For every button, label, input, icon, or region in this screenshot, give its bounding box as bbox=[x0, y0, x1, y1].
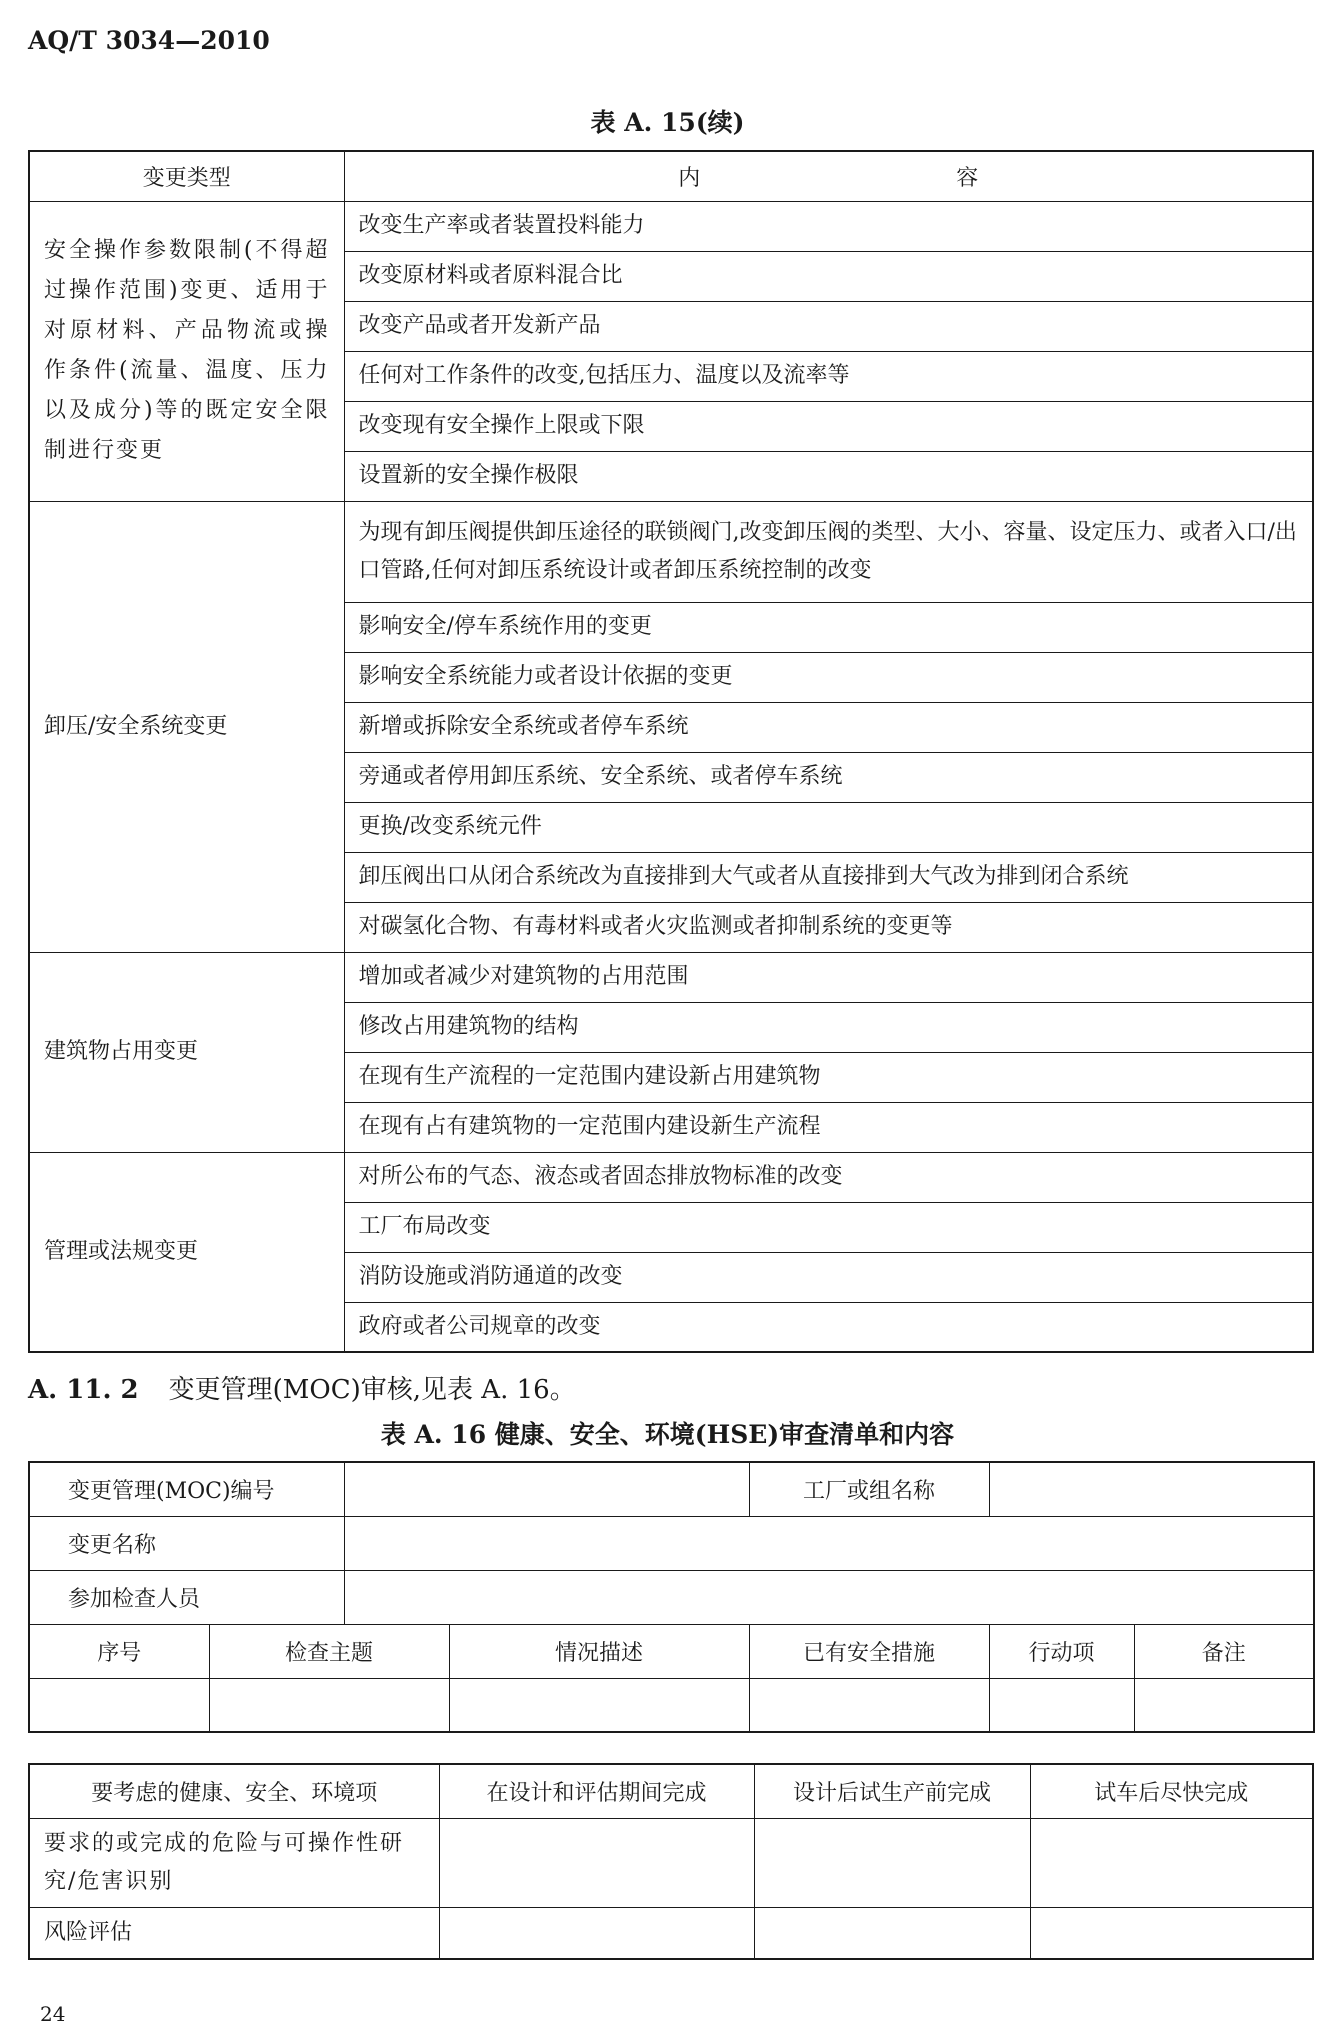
hse-item-risk-assessment: 风险评估 bbox=[29, 1907, 439, 1959]
content-cell: 在现有生产流程的一定范围内建设新占用建筑物 bbox=[344, 1052, 1313, 1102]
column-header-existing-measures: 已有安全措施 bbox=[749, 1624, 989, 1678]
moc-number-label: 变更管理(MOC)编号 bbox=[29, 1462, 344, 1516]
empty-cell bbox=[754, 1907, 1030, 1959]
content-cell: 旁通或者停用卸压系统、安全系统、或者停车系统 bbox=[344, 752, 1313, 802]
content-cell: 改变生产率或者装置投料能力 bbox=[344, 201, 1313, 251]
table-row bbox=[29, 1570, 1314, 1624]
empty-cell bbox=[1030, 1907, 1313, 1959]
content-cell: 更换/改变系统元件 bbox=[344, 802, 1313, 852]
clause-number: A. 11. 2 bbox=[28, 1375, 139, 1405]
content-cell: 为现有卸压阀提供卸压途径的联锁阀门,改变卸压阀的类型、大小、容量、设定压力、或者入口/出口管路,任何对卸压系统设计或者卸压系统控制的改变 bbox=[344, 501, 1313, 602]
empty-cell bbox=[989, 1678, 1134, 1732]
table-a16-checklist bbox=[28, 1461, 1315, 1733]
column-header-content bbox=[344, 151, 1313, 201]
table-a16-title: 表 A. 16 健康、安全、环境(HSE)审查清单和内容 bbox=[380, 1420, 955, 1449]
column-header-pre-production: 设计后试生产前完成 bbox=[754, 1764, 1030, 1818]
category-cell: 管理或法规变更 bbox=[29, 1152, 344, 1352]
content-cell: 对碳氢化合物、有毒材料或者火灾监测或者抑制系统的变更等 bbox=[344, 902, 1313, 952]
page-number: 24 bbox=[40, 2002, 66, 2026]
content-cell: 任何对工作条件的改变,包括压力、温度以及流率等 bbox=[344, 351, 1313, 401]
empty-cell bbox=[1134, 1678, 1314, 1732]
table-row bbox=[29, 501, 1313, 602]
change-name-value bbox=[344, 1516, 1314, 1570]
empty-cell bbox=[749, 1678, 989, 1732]
column-header-content-part: 容 bbox=[956, 165, 979, 191]
plant-name-value bbox=[989, 1462, 1314, 1516]
content-cell: 增加或者减少对建筑物的占用范围 bbox=[344, 952, 1313, 1002]
change-name-label: 变更名称 bbox=[29, 1516, 344, 1570]
content-cell: 对所公布的气态、液态或者固态排放物标准的改变 bbox=[344, 1152, 1313, 1202]
content-cell: 修改占用建筑物的结构 bbox=[344, 1002, 1313, 1052]
empty-cell bbox=[29, 1678, 209, 1732]
category-cell: 安全操作参数限制(不得超过操作范围)变更、适用于对原材料、产品物流或操作条件(流量、温度、压力以及成分)等的既定安全限制进行变更 bbox=[29, 201, 344, 501]
inspectors-value bbox=[344, 1570, 1314, 1624]
table-row bbox=[29, 201, 1313, 251]
table-row bbox=[29, 1678, 1314, 1732]
empty-cell bbox=[439, 1907, 754, 1959]
content-cell: 设置新的安全操作极限 bbox=[344, 451, 1313, 501]
inspectors-label: 参加检查人员 bbox=[29, 1570, 344, 1624]
column-header-design-phase: 在设计和评估期间完成 bbox=[439, 1764, 754, 1818]
content-cell: 卸压阀出口从闭合系统改为直接排到大气或者从直接排到大气改为排到闭合系统 bbox=[344, 852, 1313, 902]
table-row bbox=[29, 1624, 1314, 1678]
table-row bbox=[29, 1152, 1313, 1202]
table-a15-title: 表 A. 15(续) bbox=[590, 108, 745, 137]
hse-item-hazop: 要求的或完成的危险与可操作性研究/危害识别 bbox=[29, 1818, 439, 1907]
table-a16-hse-header-row bbox=[29, 1764, 1313, 1818]
content-cell: 工厂布局改变 bbox=[344, 1202, 1313, 1252]
table-a15 bbox=[28, 150, 1314, 1353]
content-cell: 政府或者公司规章的改变 bbox=[344, 1302, 1313, 1352]
table-row bbox=[29, 1516, 1314, 1570]
content-cell: 改变原材料或者原料混合比 bbox=[344, 251, 1313, 301]
clause-text: 变更管理(MOC)审核,见表 A. 16。 bbox=[168, 1375, 576, 1405]
column-header-change-type: 变更类型 bbox=[29, 151, 344, 201]
column-header-description: 情况描述 bbox=[449, 1624, 749, 1678]
column-header-action-items: 行动项 bbox=[989, 1624, 1134, 1678]
content-cell: 影响安全系统能力或者设计依据的变更 bbox=[344, 652, 1313, 702]
empty-cell bbox=[209, 1678, 449, 1732]
content-cell: 消防设施或消防通道的改变 bbox=[344, 1252, 1313, 1302]
empty-cell bbox=[1030, 1818, 1313, 1907]
column-header-seq: 序号 bbox=[29, 1624, 209, 1678]
empty-cell bbox=[439, 1818, 754, 1907]
table-row bbox=[29, 1818, 1313, 1907]
plant-name-label: 工厂或组名称 bbox=[749, 1462, 989, 1516]
clause-a11-2 bbox=[28, 1369, 576, 1406]
moc-number-value bbox=[344, 1462, 749, 1516]
table-row bbox=[29, 952, 1313, 1002]
column-header-topic: 检查主题 bbox=[209, 1624, 449, 1678]
empty-cell bbox=[754, 1818, 1030, 1907]
column-header-hse-item: 要考虑的健康、安全、环境项 bbox=[29, 1764, 439, 1818]
table-row bbox=[29, 1462, 1314, 1516]
content-cell: 新增或拆除安全系统或者停车系统 bbox=[344, 702, 1313, 752]
table-row bbox=[29, 1907, 1313, 1959]
content-cell: 改变现有安全操作上限或下限 bbox=[344, 401, 1313, 451]
column-header-remarks: 备注 bbox=[1134, 1624, 1314, 1678]
column-header-content-part: 内 bbox=[678, 165, 701, 191]
table-a15-header-row bbox=[29, 151, 1313, 201]
content-cell: 改变产品或者开发新产品 bbox=[344, 301, 1313, 351]
table-a16-hse-items bbox=[28, 1763, 1314, 1960]
content-cell: 在现有占有建筑物的一定范围内建设新生产流程 bbox=[344, 1102, 1313, 1152]
column-header-post-commissioning: 试车后尽快完成 bbox=[1030, 1764, 1313, 1818]
category-cell: 卸压/安全系统变更 bbox=[29, 501, 344, 952]
empty-cell bbox=[449, 1678, 749, 1732]
category-cell: 建筑物占用变更 bbox=[29, 952, 344, 1152]
standard-code: AQ/T 3034—2010 bbox=[28, 26, 270, 55]
content-cell: 影响安全/停车系统作用的变更 bbox=[344, 602, 1313, 652]
